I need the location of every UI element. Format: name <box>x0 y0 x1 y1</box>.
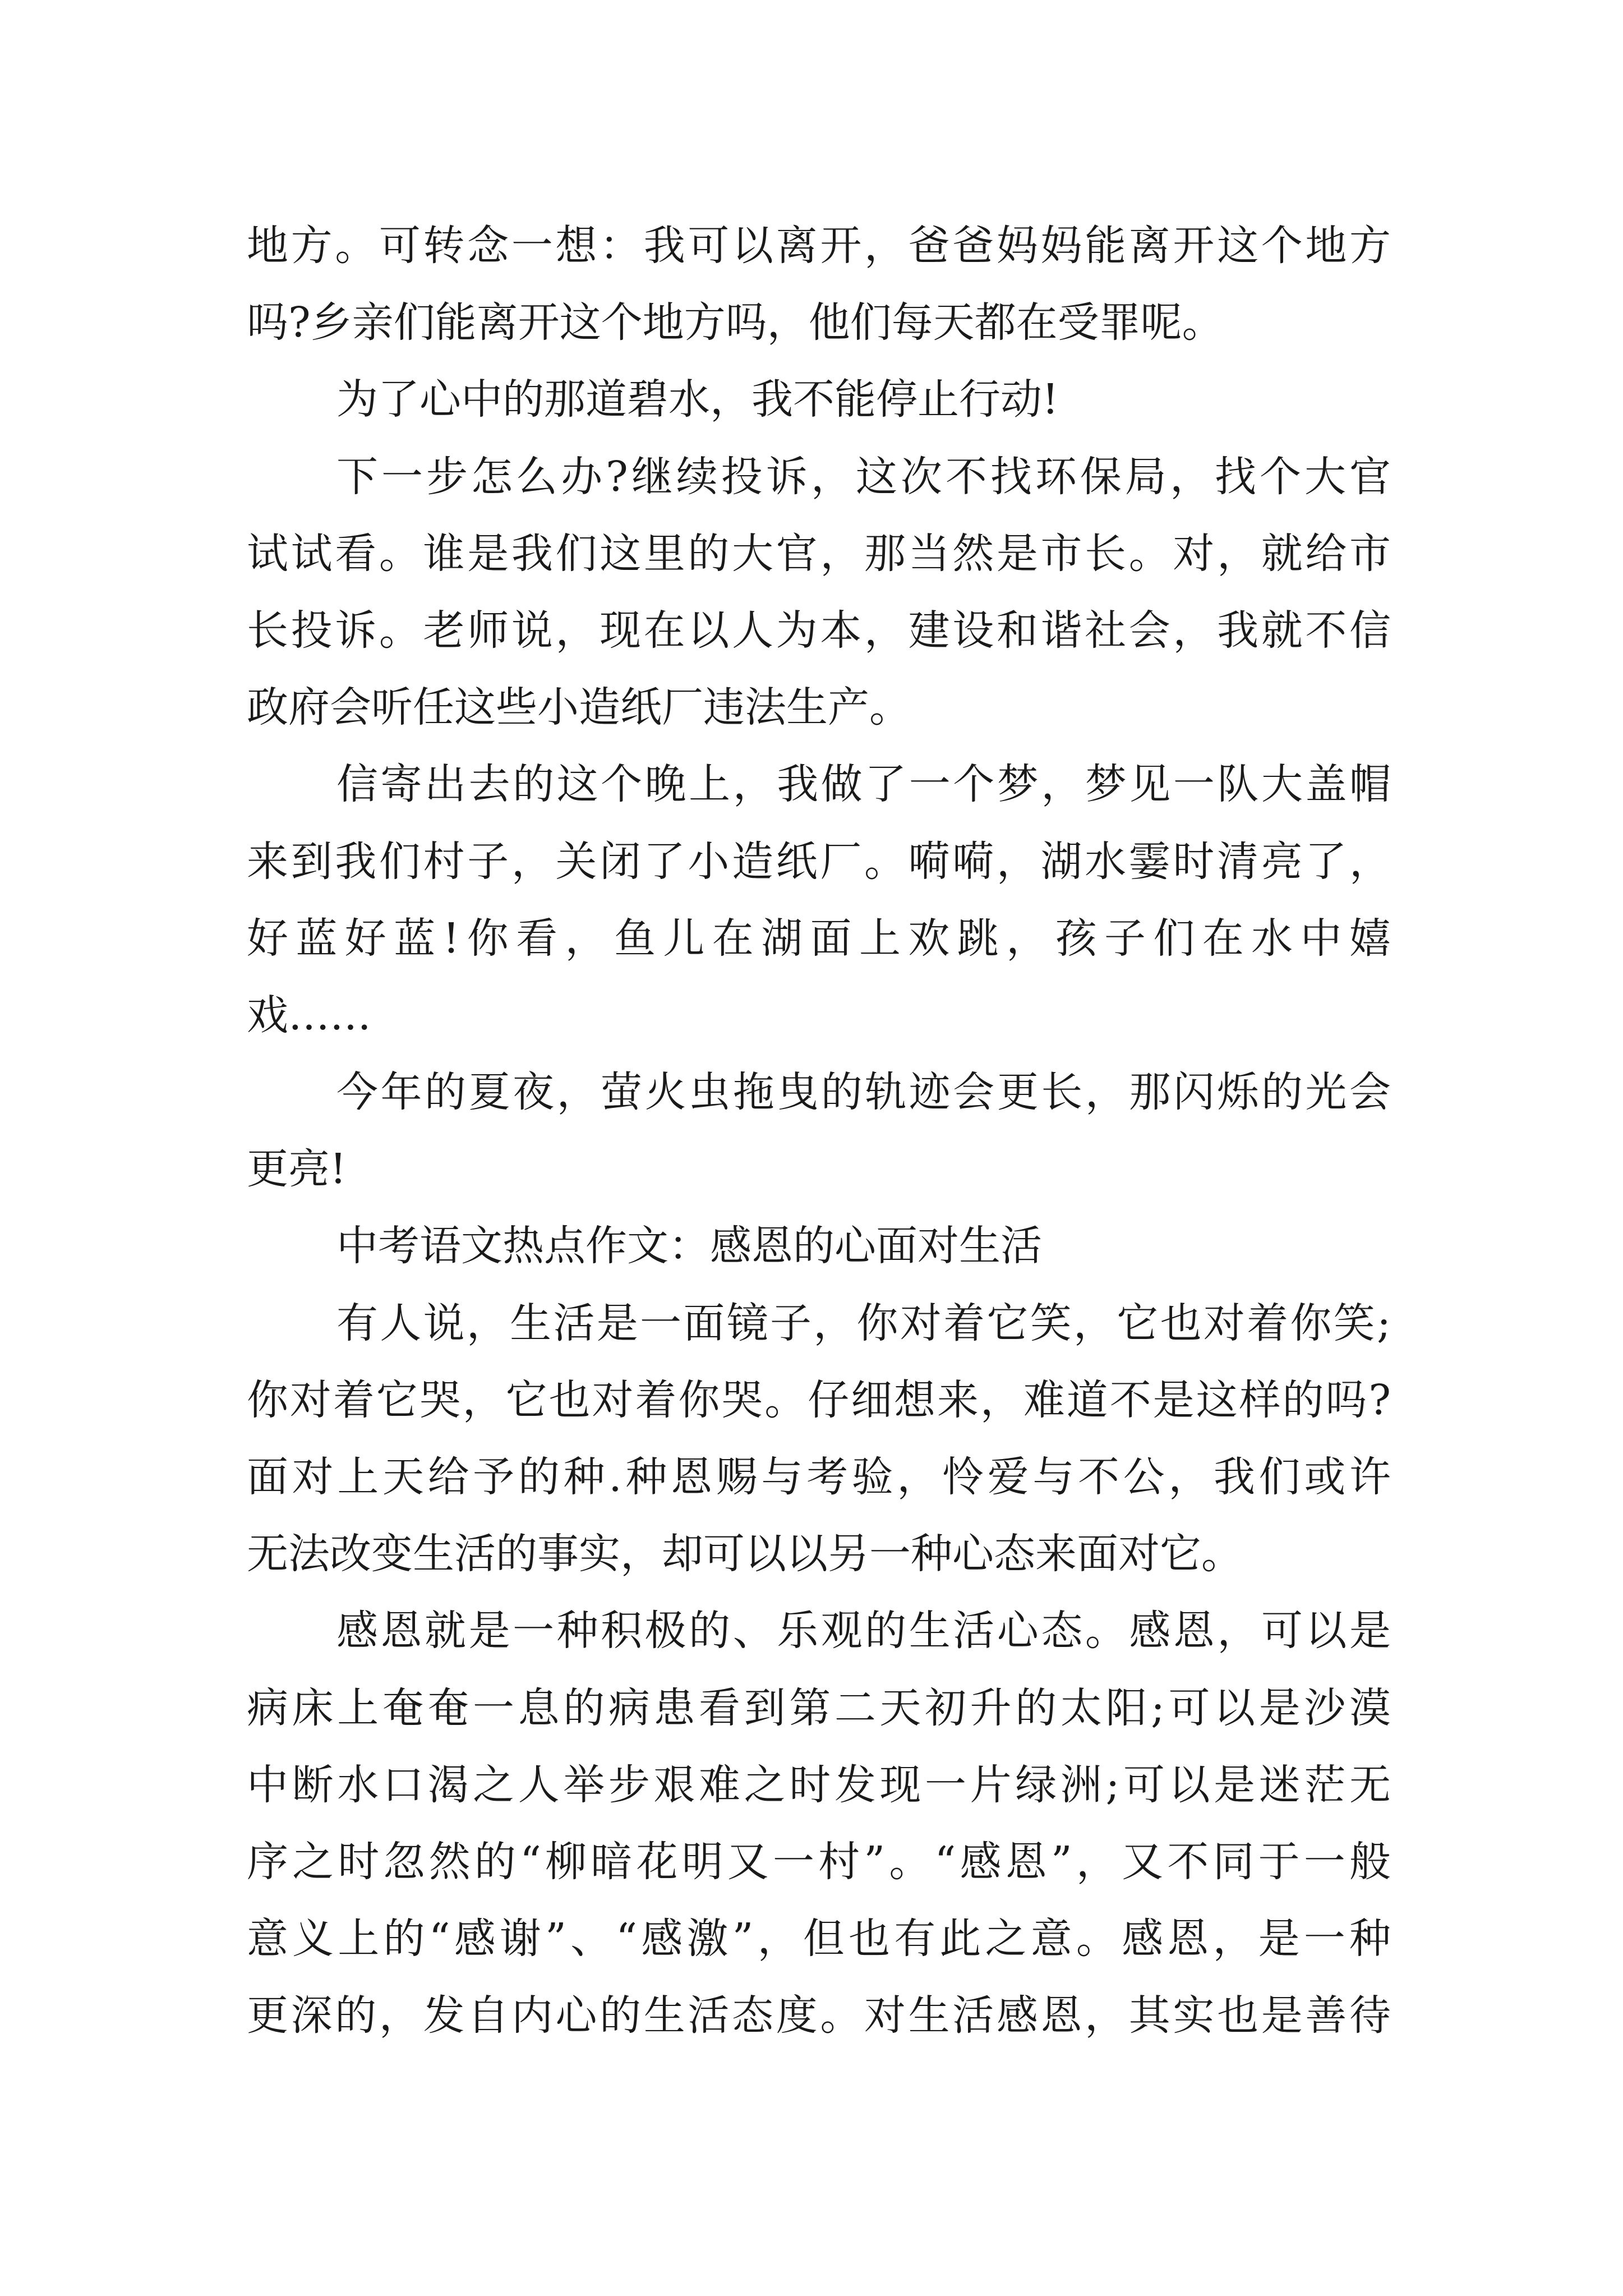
text-line: 戏…… <box>247 991 371 1039</box>
text-line: 来到我们村子，关闭了小造纸厂。嗬嗬，湖水霎时清亮了， <box>247 837 1391 886</box>
paragraph-start-line: 信寄出去的这个晚上，我做了一个梦，梦见一队大盖帽 <box>336 760 1391 809</box>
text-line: 政府会听任这些小造纸厂违法生产。 <box>247 683 911 732</box>
text-line: 序之时忽然的“柳暗花明又一村”。“感恩”，又不同于一般 <box>247 1837 1391 1886</box>
text-line: 吗?乡亲们能离开这个地方吗，他们每天都在受罪呢。 <box>247 298 1224 347</box>
paragraph-start-line: 为了心中的那道碧水，我不能停止行动! <box>336 375 1059 424</box>
text-line: 意义上的“感谢”、“感激”，但也有此之意。感恩，是一种 <box>247 1915 1391 1963</box>
paragraph-start-line: 有人说，生活是一面镜子，你对着它笑，它也对着你笑; <box>336 1299 1391 1347</box>
text-line: 无法改变生活的事实，却可以以另一种心态来面对它。 <box>247 1530 1243 1579</box>
text-line: 你对着它哭，它也对着你哭。仔细想来，难道不是这样的吗? <box>247 1375 1391 1424</box>
paragraph-start-line: 下一步怎么办?继续投诉，这次不找环保局，找个大官 <box>336 452 1391 501</box>
text-line: 更亮! <box>247 1145 347 1194</box>
text-line: 更深的，发自内心的生活态度。对生活感恩，其实也是善待 <box>247 1991 1391 2040</box>
text-line: 试试看。谁是我们这里的大官，那当然是市长。对，就给市 <box>247 529 1391 578</box>
section-heading: 中考语文热点作文：感恩的心面对生活 <box>336 1222 1042 1271</box>
document-body <box>247 208 1391 2055</box>
text-line: 面对上天给予的种.种恩赐与考验，怜爱与不公，我们或许 <box>247 1453 1391 1501</box>
text-line: 好蓝好蓝!你看，鱼儿在湖面上欢跳，孩子们在水中嬉 <box>247 914 1391 963</box>
text-line: 病床上奄奄一息的病患看到第二天初升的太阳;可以是沙漠 <box>247 1683 1391 1732</box>
paragraph-start-line: 今年的夏夜，萤火虫拖曳的轨迹会更长，那闪烁的光会 <box>336 1068 1391 1117</box>
text-line: 中断水口渴之人举步艰难之时发现一片绿洲;可以是迷茫无 <box>247 1760 1391 1809</box>
text-line: 地方。可转念一想：我可以离开，爸爸妈妈能离开这个地方 <box>247 222 1391 270</box>
paragraph-start-line: 感恩就是一种积极的、乐观的生活心态。感恩，可以是 <box>336 1607 1391 1655</box>
text-line: 长投诉。老师说，现在以人为本，建设和谐社会，我就不信 <box>247 606 1391 655</box>
